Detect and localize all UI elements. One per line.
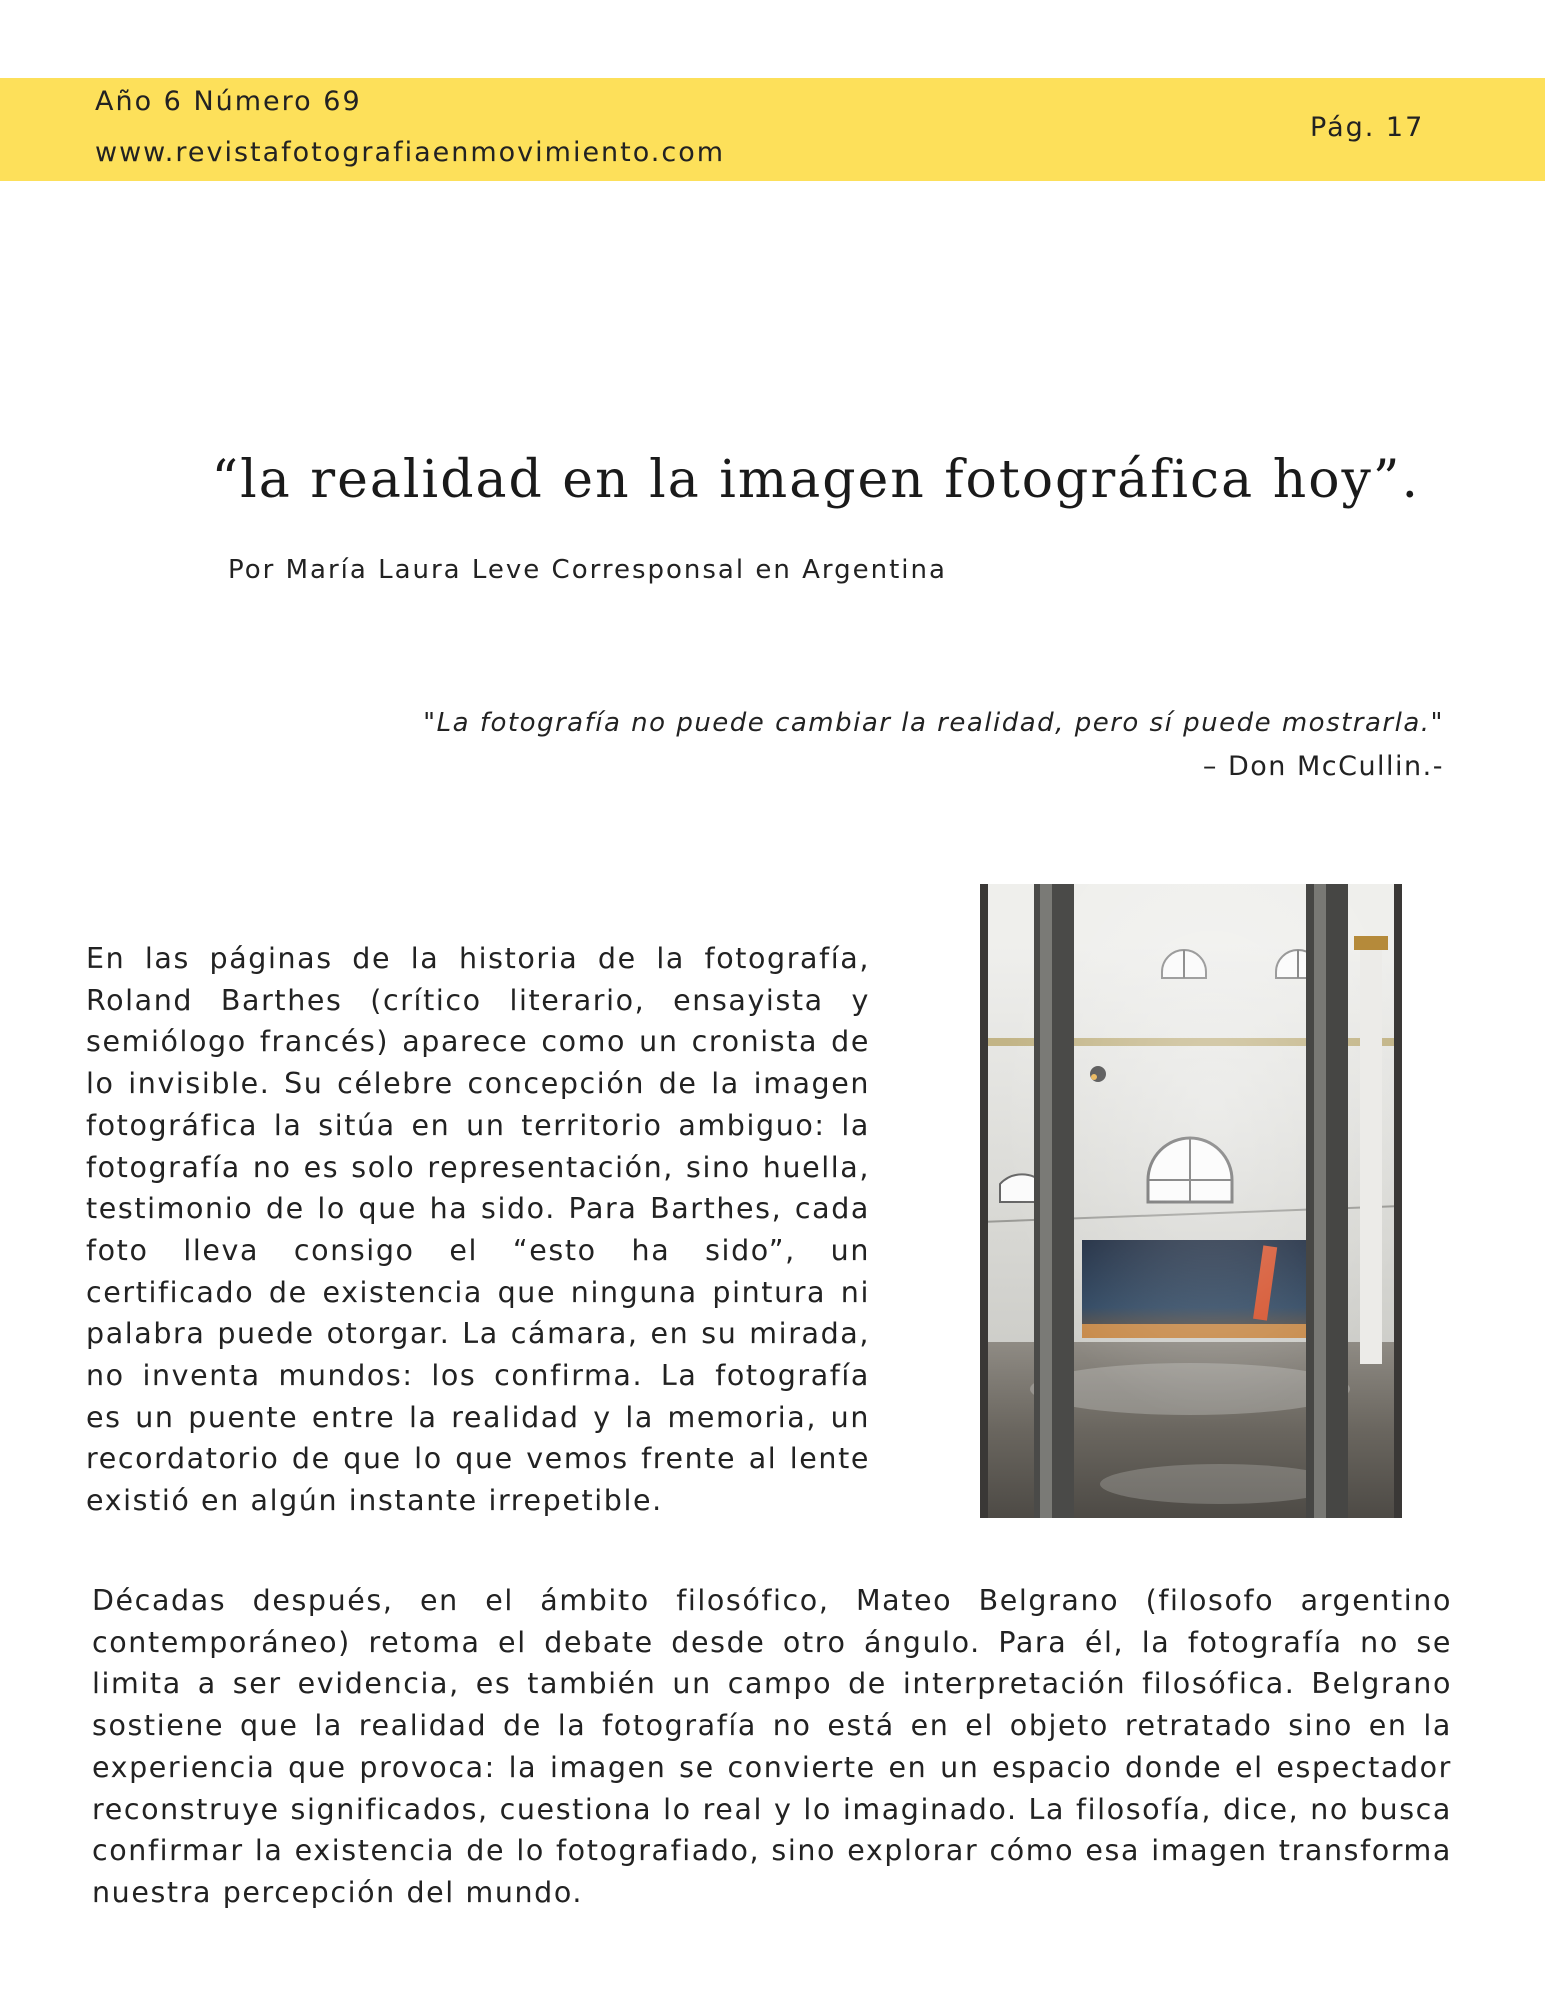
website-url: www.revistafotografiaenmovimiento.com bbox=[95, 137, 726, 168]
gallery-photo bbox=[980, 884, 1402, 1518]
epigraph-author: – Don McCullin.- bbox=[1202, 751, 1444, 782]
epigraph-quote: "La fotografía no puede cambiar la realidad, pero sí puede mostrarla." bbox=[423, 708, 1444, 738]
paragraph-belgrano: Décadas después, en el ámbito filosófico, Mateo Belgrano (filosofo argentino contemporáneo) retoma el debate desde otro ángulo. Para él, la fotografía no se limita a ser evidencia, es también un campo de interpretación filosófica. Belgrano sostiene que la realidad de la fotografía no está en el objeto retratado sino en la experiencia que provoca: la imagen se convierte en un espacio donde el espectador reconstruye significados, cuestiona lo real y lo imaginado. La filosofía, dice, no busca confirmar la existencia de lo fotografiado, sino explorar cómo esa imagen transforma nuestra percepción del mundo. bbox=[92, 1584, 1452, 1909]
paragraph-barthes: En las páginas de la historia de la fotografía, Roland Barthes (crítico literario, ensayista y semiólogo francés) aparece como un cronista de lo invisible. Su célebre concepción de la imagen fotográfica la sitúa en un territorio ambiguo: la fotografía no es solo representación, sino huella, testimonio de lo que ha sido. Para Barthes, cada foto lleva consigo el “esto ha sido”, un certificado de existencia que ninguna pintura ni palabra puede otorgar. La cámara, en su mirada, no inventa mundos: los confirma. La fotografía es un puente entre la realidad y la memoria, un recordatorio de que lo que vemos frente al lente existió en algún instante irrepetible. bbox=[86, 942, 870, 1518]
page-number: Pág. 17 bbox=[1310, 112, 1425, 143]
article-title: “la realidad en la imagen fotográfica hoy”. bbox=[211, 450, 1420, 510]
byline: Por María Laura Leve Corresponsal en Argentina bbox=[228, 555, 947, 585]
issue-number: Año 6 Número 69 bbox=[95, 86, 362, 117]
